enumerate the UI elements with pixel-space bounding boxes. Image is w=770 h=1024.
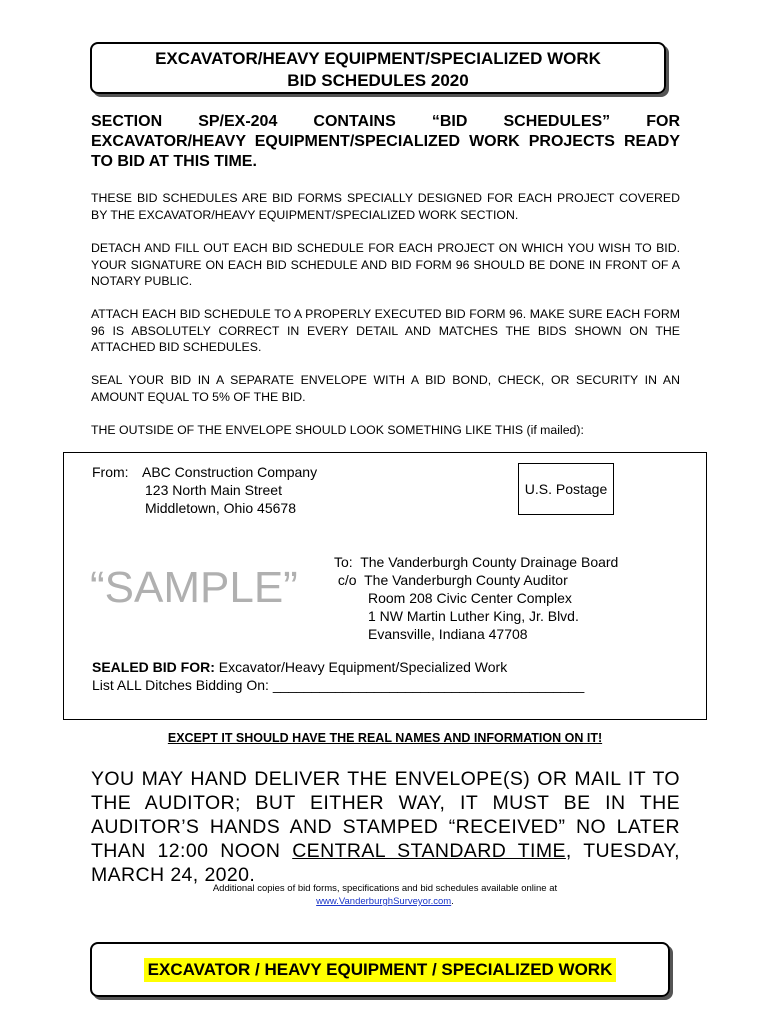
delivery-underlined: CENTRAL STANDARD TIME	[292, 840, 566, 862]
title-line-1: EXCAVATOR/HEAVY EQUIPMENT/SPECIALIZED WORK	[155, 49, 601, 68]
footer-banner-box	[90, 942, 670, 997]
from-line-3: Middletown, Ohio 45678	[145, 500, 296, 516]
to-address	[334, 553, 618, 643]
from-line-2: 123 North Main Street	[145, 482, 282, 498]
to-line-1: The Vanderburgh County Drainage Board	[360, 554, 619, 570]
except-note: EXCEPT IT SHOULD HAVE THE REAL NAMES AND INFORMATION ON IT!	[167, 731, 603, 745]
from-address	[92, 463, 317, 517]
to-line-3: Room 208 Civic Center Complex	[368, 590, 572, 606]
from-label: From:	[92, 464, 129, 480]
footer-banner: EXCAVATOR / HEAVY EQUIPMENT / SPECIALIZED WORK	[144, 958, 617, 982]
to-label: To:	[334, 554, 353, 570]
delivery-text-2: , TUESDAY, MARCH 24, 2020.	[91, 840, 680, 886]
postage-box	[518, 463, 614, 515]
to-line-5: Evansville, Indiana 47708	[368, 626, 528, 642]
co-line: The Vanderburgh County Auditor	[364, 572, 568, 588]
paragraph-detach: DETACH AND FILL OUT EACH BID SCHEDULE FOR EACH PROJECT ON WHICH YOU WISH TO BID. YOUR SIGNATURE ON EACH BID SCHEDULE AND BID FORM 96 SHOULD BE DONE IN FRONT OF A NOTARY PUBLIC.	[91, 241, 680, 288]
delivery-instructions	[91, 767, 680, 887]
delivery-text-1: YOU MAY HAND DELIVER THE ENVELOPE(S) OR MAIL IT TO THE AUDITOR; BUT EITHER WAY, IT MUST BE IN THE AUDITOR’S HANDS AND STAMPED “RECEIVED” NO LATER THAN 12:00 NOON	[91, 768, 680, 862]
postage-label: U.S. Postage	[524, 481, 608, 497]
footnote-period: .	[451, 896, 454, 907]
title-line-2: BID SCHEDULES 2020	[287, 71, 469, 90]
paragraph-envelope-intro: THE OUTSIDE OF THE ENVELOPE SHOULD LOOK SOMETHING LIKE THIS (if mailed):	[91, 423, 584, 437]
sample-watermark: “SAMPLE”	[90, 563, 298, 612]
section-heading: SECTION SP/EX-204 CONTAINS “BID SCHEDULES” FOR EXCAVATOR/HEAVY EQUIPMENT/SPECIALIZED WORK PROJECTS READY TO BID AT THIS TIME.	[91, 113, 680, 170]
from-line-1: ABC Construction Company	[142, 464, 318, 480]
paragraph-attach: ATTACH EACH BID SCHEDULE TO A PROPERLY EXECUTED BID FORM 96. MAKE SURE EACH FORM 96 IS ABSOLUTELY CORRECT IN EVERY DETAIL AND MATCHES THE BIDS SHOWN ON THE ATTACHED BID SCHEDULES.	[91, 307, 680, 354]
ditches-label: List ALL Ditches Bidding On:	[92, 677, 269, 693]
sealed-value: Excavator/Heavy Equipment/Specialized Work	[218, 659, 508, 675]
sealed-bid-info	[92, 658, 584, 694]
paragraph-bid-forms: THESE BID SCHEDULES ARE BID FORMS SPECIALLY DESIGNED FOR EACH PROJECT COVERED BY THE EXCAVATOR/HEAVY EQUIPMENT/SPECIALIZED WORK SECTION.	[91, 191, 680, 222]
footnote-text: Additional copies of bid forms, specifications and bid schedules available online at	[212, 883, 558, 894]
sealed-label: SEALED BID FOR:	[92, 659, 215, 675]
paragraph-seal: SEAL YOUR BID IN A SEPARATE ENVELOPE WITH A BID BOND, CHECK, OR SECURITY IN AN AMOUNT EQUAL TO 5% OF THE BID.	[91, 373, 680, 404]
title-box	[90, 42, 666, 94]
surveyor-website-link[interactable]: www.VanderburghSurveyor.com	[316, 896, 452, 907]
ditches-blank: ________________________________________	[272, 677, 585, 693]
co-label: c/o	[337, 572, 357, 588]
footnote	[0, 882, 770, 908]
sample-envelope	[63, 452, 707, 720]
to-line-4: 1 NW Martin Luther King, Jr. Blvd.	[368, 608, 579, 624]
